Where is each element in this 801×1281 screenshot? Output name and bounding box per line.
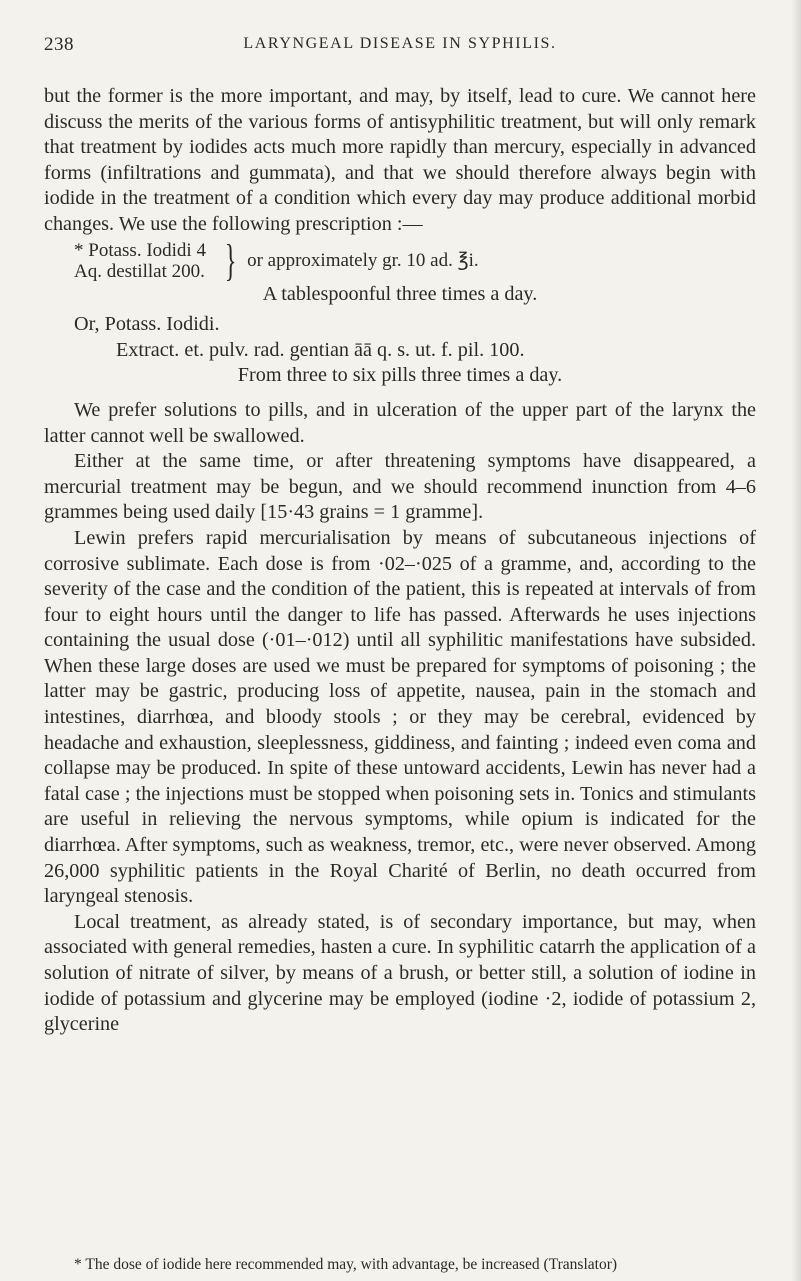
prescription-two-dosage: From three to six pills three times a day. <box>237 364 563 387</box>
prescription-two-line-1: Or, Potass. Iodidi. <box>74 313 220 336</box>
prescription-one-line-1: * Potass. Iodidi 4 <box>74 239 206 261</box>
page-header <box>44 34 756 60</box>
body-text <box>44 84 756 1038</box>
paragraph-lewin: Lewin prefers rapid mercurialisation by means of subcutaneous injections of corrosive sublimate. Each dose is from ·02–·025 of a gramme, and, according to the severity of the case and the condition of the patient, this is repeated at intervals of from four to eight hours until the danger to life has passed. Afterwards he uses injections containing the usual dose (·01–·012) until all syphilitic manifestations have subsided. When these large doses are used we must be prepared for symptoms of poisoning ; the latter may be gastric, producing loss of appetite, nausea, pain in the stomach and intestines, diarrhœa, and bloody stools ; or they may be cerebral, evidenced by headache and exhaustion, sleeplessness, giddiness, and fainting ; indeed even coma and collapse may be produced. In spite of these untoward accidents, Lewin has never had a fatal case ; the injections must be stopped when poisoning sets in. Tonics and stimulants are useful in relieving the nervous symptoms, while opium is indicated for the diarrhœa. After symptoms, such as weakness, tremor, etc., were never observed. Among 26,000 syphilitic patients in the Royal Charité of Berlin, no death occurred from laryngeal stenosis. <box>44 526 756 908</box>
paragraph-prefer: We prefer solutions to pills, and in ulceration of the upper part of the larynx the latter cannot well be swallowed. <box>44 398 756 447</box>
paragraph-local: Local treatment, as already stated, is of secondary importance, but may, when associated with general remedies, hasten a cure. In syphilitic catarrh the application of a solution of nitrate of silver, by means of a brush, or better still, a solution of iodine in iodide of potassium and glycerine may be employed (iodine ·2, iodide of potassium 2, glycerine <box>44 910 756 1036</box>
paragraph-either: Either at the same time, or after threatening symptoms have disappeared, a mercurial treatment may be begun, and we should recommend inunction from 4–6 grammes being used daily [15·43 grains = 1 gramme]. <box>44 450 756 524</box>
running-head: LARYNGEAL DISEASE IN SYPHILIS. <box>243 35 557 52</box>
paragraph-intro: but the former is the more important, and may, by itself, lead to cure. We cannot here discuss the merits of the various forms of antisyphilitic treatment, but will only remark that treatment by iodides acts much more rapidly than mercury, especially in advanced forms (infiltrations and gummata), and that we should therefore always begin with iodide in the treatment of a condition which every day may produce additional morbid changes. We use the following prescription :— <box>44 85 756 235</box>
prescription-one-dosage: A tablespoonful three times a day. <box>262 282 538 305</box>
footnote: * The dose of iodide here recommended may, with advantage, be increased (Translator) <box>74 1256 618 1273</box>
prescription-one <box>74 235 756 285</box>
prescription-two-line-2: Extract. et. pulv. rad. gentian āā q. s. ut. f. pil. 100. <box>116 338 525 361</box>
prescription-one-ingredients <box>74 240 206 282</box>
page-edge-shadow <box>791 0 801 1281</box>
prescription-one-equivalent: or approximately gr. 10 ad. ℥i. <box>247 250 479 272</box>
prescription-one-line-2: Aq. destillat 200. <box>74 260 205 282</box>
curly-brace-icon: } <box>224 235 237 285</box>
page-number: 238 <box>44 34 74 55</box>
